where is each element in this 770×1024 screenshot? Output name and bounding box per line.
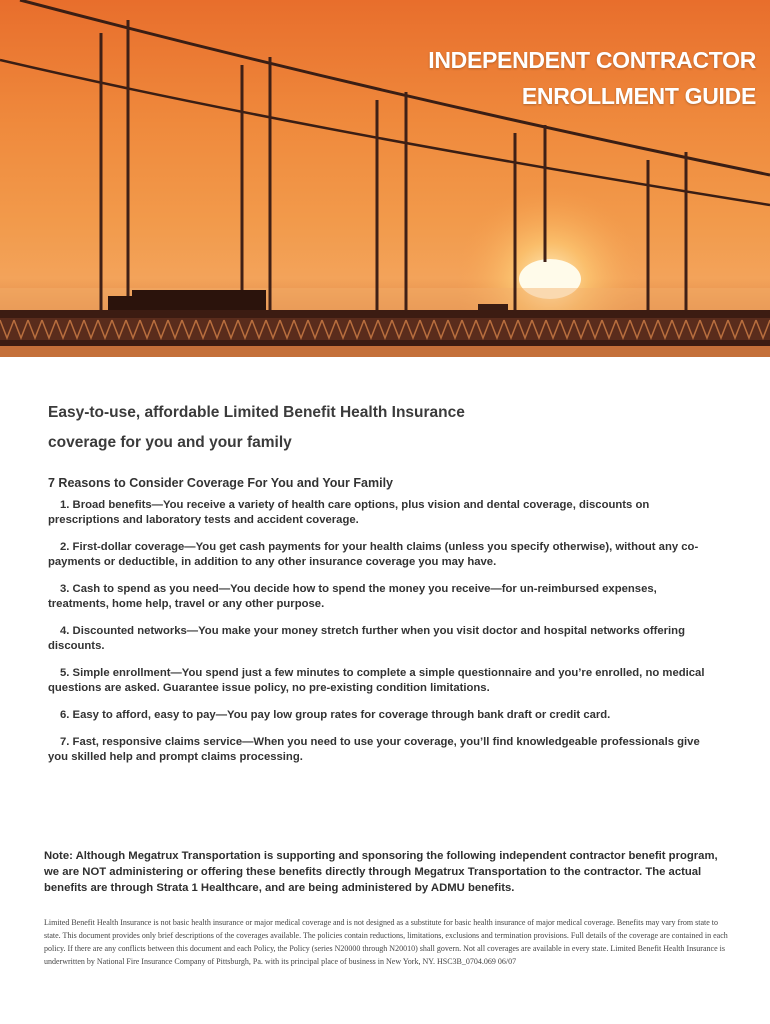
reason-item: 2. First-dollar coverage—You get cash payments for your health claims (unless you specify otherwise), without any co-payments or deductible, in addition to any other insurance coverage you may have.: [48, 541, 699, 568]
reason-item: 7. Fast, responsive claims service—When you need to use your coverage, you’ll find knowledgeable professionals give you skilled help and prompt claims processing.: [48, 736, 700, 763]
legal-disclaimer: Limited Benefit Health Insurance is not basic health insurance or major medical coverage and is not designed as a substitute for basic health insurance of major medical coverage. Benefits may vary from state to state. This document provides only brief descriptions of the coverages available. The policies contain reductions, limitations, exclusions and termination provisions. Full details of the coverage are contained in each policy. If there are any conflicts between this document and each Policy, the Policy (series N20000 through N20010) shall govern. Not all coverages are available in every state. Limited Benefit Health Insurance is underwritten by National Fire Insurance Company of Pittsburgh, Pa. with its principal place of business in New York, NY. HSC3B_0704.069 06/07: [44, 918, 728, 966]
bridge-deck-top: [0, 310, 770, 318]
bridge-deck-bottom: [0, 340, 770, 346]
reason-item: 6. Easy to afford, easy to pay—You pay low group rates for coverage through bank draft or credit card.: [60, 709, 611, 721]
document-title: [428, 42, 756, 114]
reason-item: 3. Cash to spend as you need—You decide how to spend the money you receive—for un-reimbursed expenses, treatments, home help, travel or any other purpose.: [48, 583, 657, 610]
reason-item: 1. Broad benefits—You receive a variety of health care options, plus vision and dental coverage, discounts on prescriptions and laboratory tests and accident coverage.: [48, 499, 650, 526]
main-content: [48, 398, 728, 777]
title-line-1: INDEPENDENT CONTRACTOR: [428, 47, 756, 73]
reasons-title: 7 Reasons to Consider Coverage For You and Your Family: [48, 476, 393, 490]
headline-line-2: coverage for you and your family: [48, 434, 292, 451]
reason-item: 4. Discounted networks—You make your money stretch further when you visit doctor and hospital networks offering discounts.: [48, 625, 685, 652]
title-line-2: ENROLLMENT GUIDE: [521, 83, 756, 109]
headline-line-1: Easy-to-use, affordable Limited Benefit Health Insurance: [48, 404, 465, 421]
hero-banner: [0, 0, 770, 357]
reasons-list: [48, 498, 728, 765]
water-band: [0, 346, 770, 357]
headline: [48, 398, 728, 458]
sponsor-note: Note: Although Megatrux Transportation is supporting and sponsoring the following independent contractor benefit program, we are NOT administering or offering these benefits directly through Megatrux Transportation to the contractor. The actual benefits are through Strata 1 Healthcare, and are being administered by ADMU benefits.: [44, 850, 718, 894]
reason-item: 5. Simple enrollment—You spend just a few minutes to complete a simple questionnaire and you’re enrolled, no medical questions are asked. Guarantee issue policy, no pre-existing condition limitations.: [48, 667, 705, 694]
